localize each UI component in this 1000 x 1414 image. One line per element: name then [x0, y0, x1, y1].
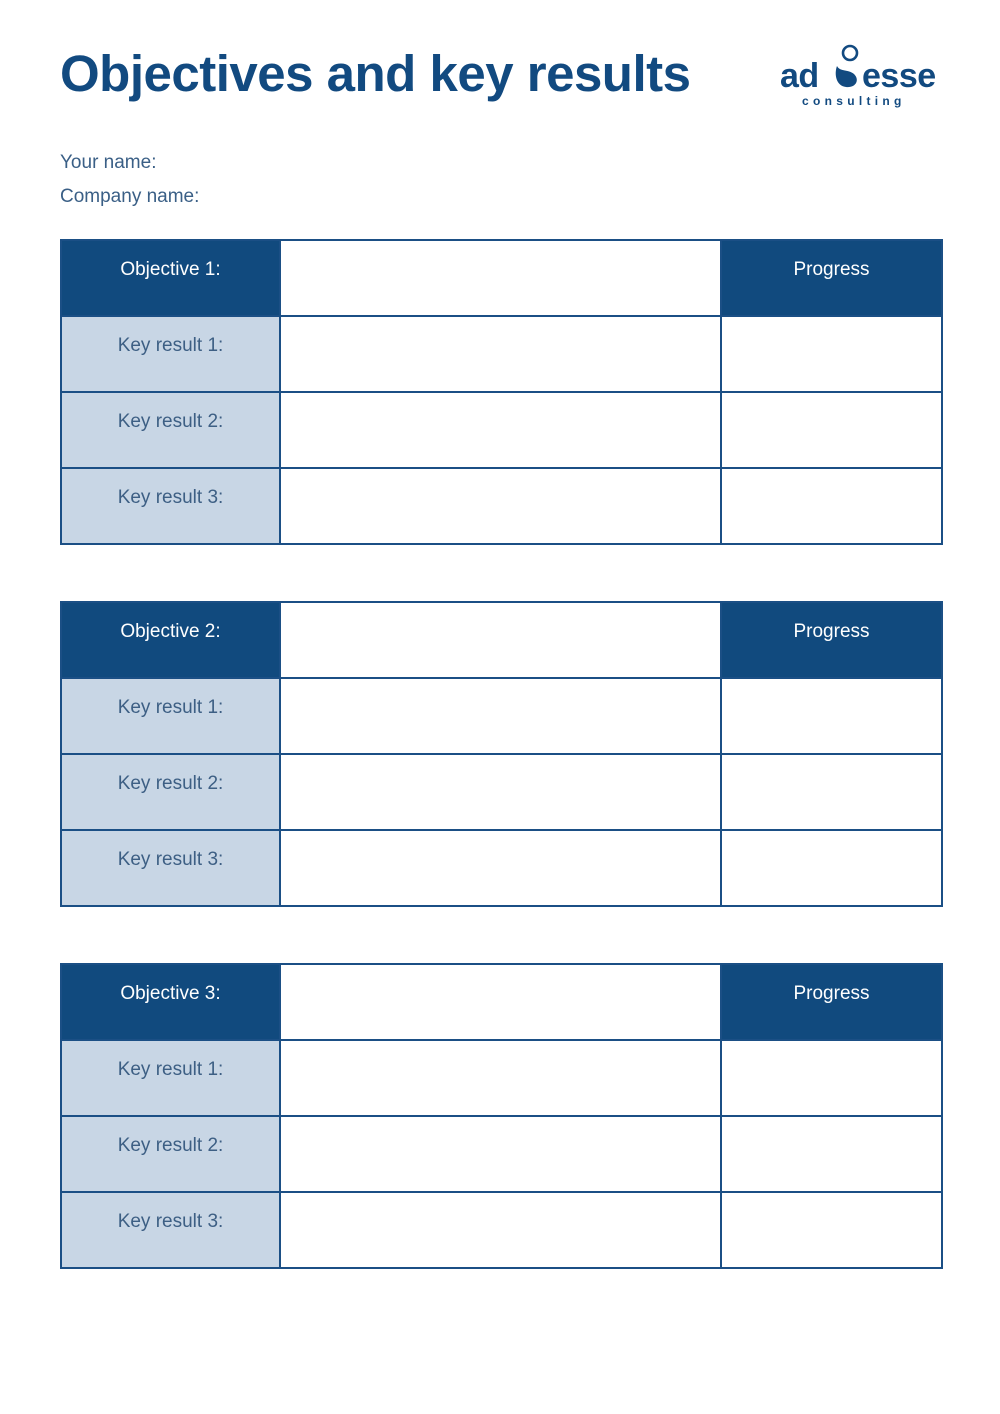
objective-entry-field[interactable]	[280, 240, 721, 316]
key-result-progress-field[interactable]	[721, 468, 942, 544]
key-result-row	[61, 754, 942, 830]
progress-header: Progress	[793, 621, 870, 642]
key-result-label-cell	[61, 1116, 280, 1192]
company-logo	[780, 42, 942, 114]
key-result-label-cell	[61, 1192, 280, 1268]
key-result-label: Key result 2:	[117, 1135, 224, 1156]
progress-header: Progress	[793, 259, 870, 280]
key-result-progress-field[interactable]	[721, 316, 942, 392]
key-result-label: Key result 3:	[117, 849, 224, 870]
objective-row	[61, 964, 942, 1040]
key-result-label-cell	[61, 754, 280, 830]
company-name-label: Company name:	[60, 186, 200, 207]
objective-label: Objective 3:	[120, 983, 221, 1004]
progress-header: Progress	[793, 983, 870, 1004]
key-result-label-cell	[61, 1040, 280, 1116]
key-result-row	[61, 468, 942, 544]
key-result-progress-field[interactable]	[721, 678, 942, 754]
key-result-entry-field[interactable]	[280, 830, 721, 906]
logo-word-ad: ad	[780, 57, 819, 95]
key-result-row	[61, 830, 942, 906]
key-result-row	[61, 678, 942, 754]
key-result-label-cell	[61, 316, 280, 392]
progress-header-cell	[721, 240, 942, 316]
key-result-label: Key result 1:	[117, 335, 224, 356]
objective-row	[61, 602, 942, 678]
objective-label-cell	[61, 602, 280, 678]
key-result-progress-field[interactable]	[721, 392, 942, 468]
logo-drop-icon	[830, 44, 862, 92]
key-result-label-cell	[61, 830, 280, 906]
objective-table-1	[60, 239, 943, 545]
objective-table-3	[60, 963, 943, 1269]
key-result-entry-field[interactable]	[280, 468, 721, 544]
key-result-label: Key result 2:	[117, 411, 224, 432]
key-result-row	[61, 392, 942, 468]
key-result-entry-field[interactable]	[280, 754, 721, 830]
key-result-row	[61, 316, 942, 392]
key-result-progress-field[interactable]	[721, 830, 942, 906]
objective-table-2	[60, 601, 943, 907]
progress-header-cell	[721, 964, 942, 1040]
key-result-progress-field[interactable]	[721, 1192, 942, 1268]
key-result-label: Key result 2:	[117, 773, 224, 794]
key-result-progress-field[interactable]	[721, 754, 942, 830]
objective-entry-field[interactable]	[280, 602, 721, 678]
key-result-row	[61, 1116, 942, 1192]
objective-entry-field[interactable]	[280, 964, 721, 1040]
key-result-label: Key result 1:	[117, 1059, 224, 1080]
key-result-entry-field[interactable]	[280, 392, 721, 468]
key-result-entry-field[interactable]	[280, 316, 721, 392]
page-title: Objectives and key results	[60, 45, 691, 102]
logo-word-esse: esse	[862, 57, 936, 95]
key-result-entry-field[interactable]	[280, 1116, 721, 1192]
key-result-label-cell	[61, 678, 280, 754]
logo-subtitle: consulting	[802, 94, 906, 108]
objective-label-cell	[61, 964, 280, 1040]
key-result-row	[61, 1192, 942, 1268]
objective-label: Objective 1:	[120, 259, 221, 280]
objective-row	[61, 240, 942, 316]
key-result-entry-field[interactable]	[280, 1040, 721, 1116]
key-result-entry-field[interactable]	[280, 1192, 721, 1268]
your-name-label: Your name:	[60, 152, 157, 173]
key-result-label: Key result 3:	[117, 487, 224, 508]
key-result-label: Key result 1:	[117, 697, 224, 718]
key-result-entry-field[interactable]	[280, 678, 721, 754]
objective-label-cell	[61, 240, 280, 316]
key-result-label-cell	[61, 392, 280, 468]
key-result-row	[61, 1040, 942, 1116]
objective-label: Objective 2:	[120, 621, 221, 642]
key-result-label: Key result 3:	[117, 1211, 224, 1232]
key-result-progress-field[interactable]	[721, 1040, 942, 1116]
key-result-progress-field[interactable]	[721, 1116, 942, 1192]
progress-header-cell	[721, 602, 942, 678]
key-result-label-cell	[61, 468, 280, 544]
